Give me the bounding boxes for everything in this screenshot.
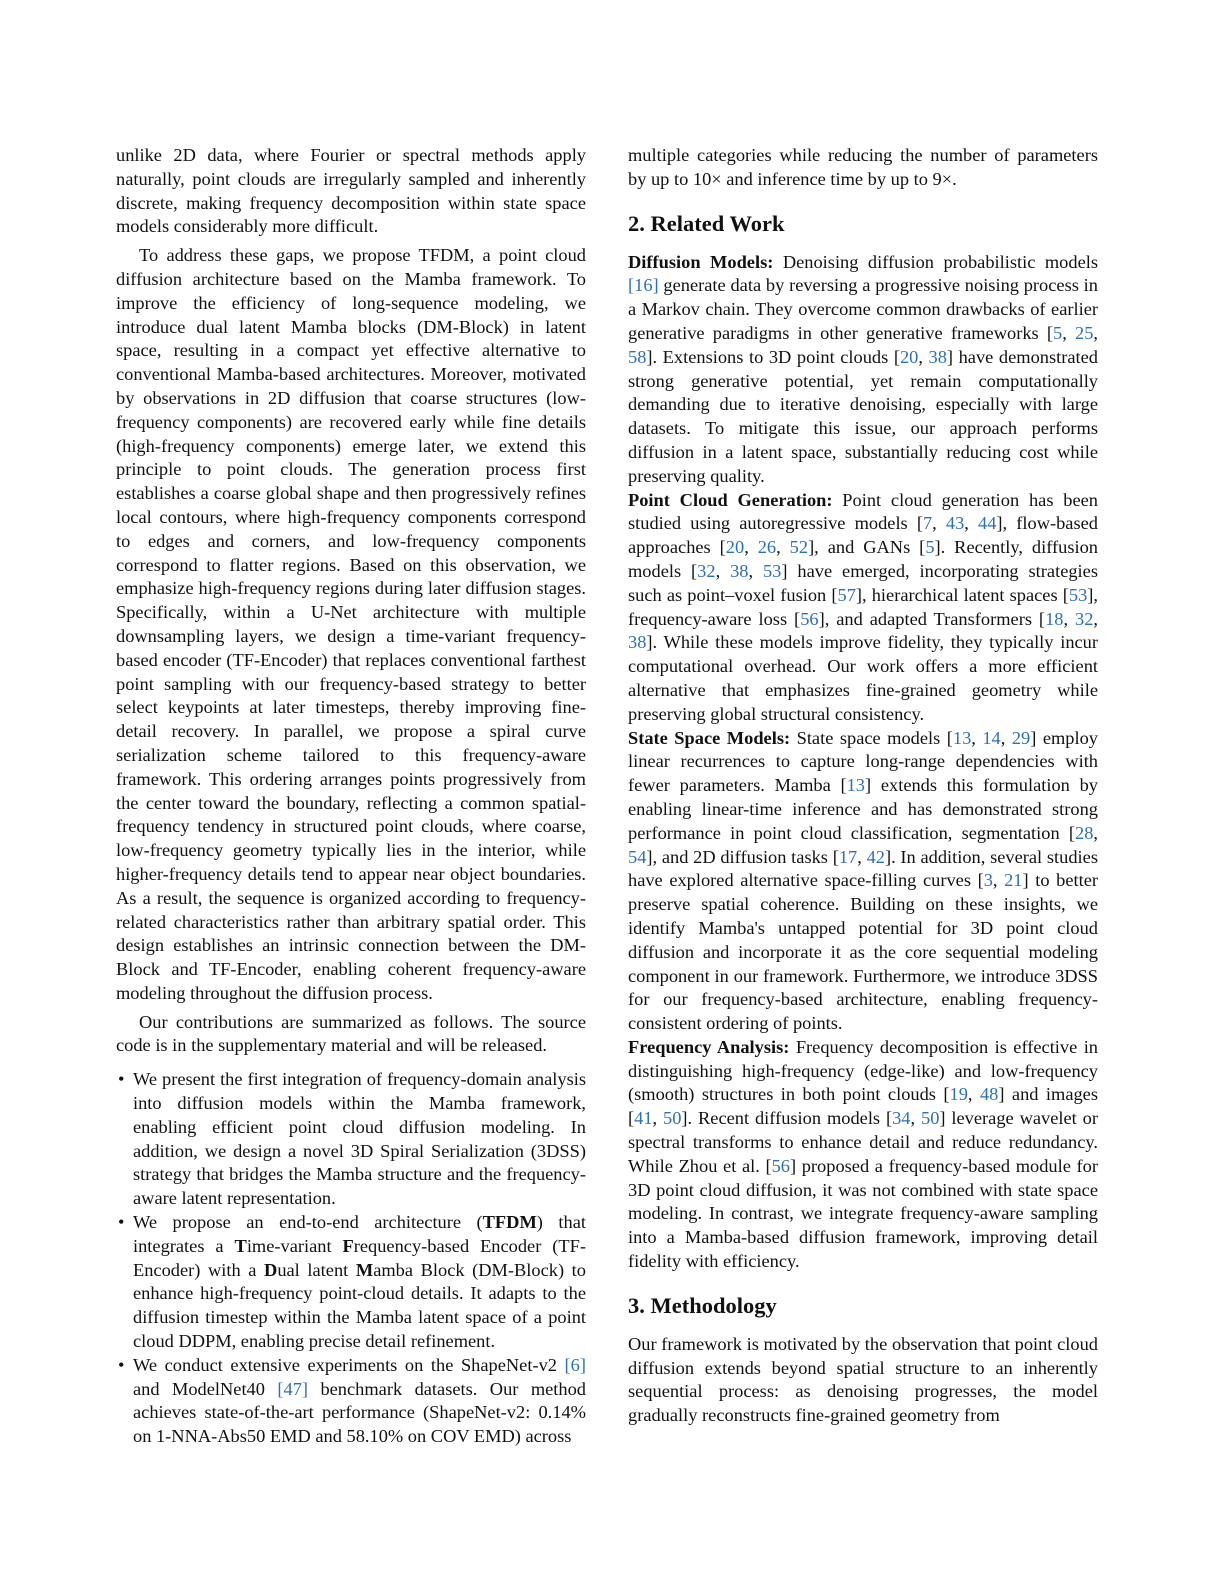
citation-link[interactable]: [47] [277, 1378, 309, 1399]
citation-link[interactable]: 14 [982, 727, 1001, 748]
paragraph-frequency-analysis: Frequency Analysis: Frequency decomposition is effective in distinguishing high-frequency (edge-like) and low-frequency (smooth) structures in both point clouds [19, 48] and images [41, 50]. Recent diffusion models [34, 50] leverage wavelet or spectral transforms to enhance detail and reduce redundancy. While Zhou et al. [56] proposed a frequency-based module for 3D point cloud diffusion, it was not combined with state space modeling. In contrast, we integrate frequency-aware sampling into a Mamba-based diffusion framework, improving detail fidelity with efficiency. [628, 1036, 1098, 1272]
section-heading-related-work: 2. Related Work [628, 210, 785, 236]
citation-link[interactable]: 43 [945, 513, 965, 534]
citation-link[interactable]: 54 [628, 846, 647, 867]
citation-link[interactable]: 56 [800, 608, 819, 629]
paragraph-contributions-intro: Our contributions are summarized as follows. The source code is in the supplementary material and will be released. [116, 1011, 586, 1056]
citation-link[interactable]: 53 [1068, 584, 1088, 605]
run-in-heading: Diffusion Models: [628, 251, 774, 272]
citation-link[interactable]: 50 [663, 1108, 682, 1129]
citation-link[interactable]: [16] [628, 275, 659, 296]
citation-link[interactable]: 44 [978, 513, 997, 534]
citation-link[interactable]: 48 [979, 1084, 999, 1105]
citation-link[interactable]: 29 [1011, 727, 1031, 748]
citation-link[interactable]: 38 [730, 560, 749, 581]
left-column [116, 144, 586, 1449]
citation-link[interactable]: 19 [949, 1084, 968, 1105]
paragraph-point-cloud-generation: Point Cloud Generation: Point cloud generation has been studied using autoregressive models [7, 43, 44], flow-based approaches [20, 26, 52], and GANs [5]. Recently, diffusion models [32, 38, 53] have emerged, incorporating strategies such as point–voxel fusion [57], hierarchical latent spaces [53], frequency-aware loss [56], and adapted Transformers [18, 32, 38]. While these models improve fidelity, they typically incur computational overhead. Our work offers a more efficient alternative that emphasizes fine-grained geometry while preserving global structural consistency. [628, 489, 1099, 724]
citation-link[interactable]: 25 [1075, 322, 1094, 343]
paragraph-approach: To address these gaps, we propose TFDM, a point cloud diffusion architecture based on the Mamba framework. To improve the efficiency of long-sequence modeling, we introduce dual latent Mamba blocks (DM-Block) in latent space, resulting in a compact yet effective alternative to conventional Mamba-based architectures. Moreover, motivated by observations in 2D diffusion that coarse structures (low-frequency components) are recovered early while fine details (high-frequency components) emerge later, we extend this principle to point clouds. The generation process first establishes a coarse global shape and then progressively refines local contours, where high-frequency components correspond to edges and corners, and low-frequency components correspond to flatter regions. Based on this observation, we emphasize high-frequency regions during later diffusion stages. Specifically, within a U-Net architecture with multiple downsampling layers, we design a time-variant frequency-based encoder (TF-Encoder) that replaces conventional farthest point sampling with our frequency-based strategy to better select keypoints at later timesteps, thereby improving fine-detail recovery. In parallel, we propose a spiral curve serialization scheme tailored to this frequency-aware framework. This ordering arranges points progressively from the center toward the boundary, reflecting a common spatial-frequency tendency in structured point clouds, where coarse, low-frequency geometry typically lies in the interior, while higher-frequency details tend to appear near object boundaries. As a result, the sequence is organized according to frequency-related characteristics rather than arbitrary spatial order. This design establishes an intrinsic connection between the DM-Block and TF-Encoder, enabling coherent frequency-aware modeling throughout the diffusion process. [116, 245, 586, 1003]
contributions-list [116, 1068, 586, 1449]
citation-link[interactable]: 53 [762, 560, 782, 581]
citation-link[interactable]: 32 [1075, 608, 1094, 629]
citation-link[interactable]: 56 [771, 1155, 790, 1176]
citation-link[interactable]: 13 [846, 775, 865, 796]
citation-link[interactable]: 50 [921, 1108, 940, 1129]
citation-link[interactable]: 32 [697, 560, 716, 581]
citation-link[interactable]: 28 [1075, 822, 1094, 843]
citation-link[interactable]: 26 [757, 537, 777, 558]
citation-link[interactable]: 42 [866, 846, 885, 867]
contribution-item: • We conduct extensive experiments on the ShapeNet-v2 [6] and ModelNet40 [47] benchmark datasets. Our method achieves state-of-the-art performance (ShapeNet-v2: 0.14% on 1-NNA-Abs50 EMD and 58.10% on COV EMD) across [116, 1354, 586, 1449]
citation-link[interactable]: 57 [837, 584, 856, 605]
paragraph-intro-continued: unlike 2D data, where Fourier or spectral methods apply naturally, point clouds are irregularly sampled and inherently discrete, making frequency decomposition within state space models considerably more difficult. [116, 145, 586, 237]
section-heading-methodology: 3. Methodology [628, 1292, 777, 1318]
citation-link[interactable]: 18 [1045, 608, 1064, 629]
citation-link[interactable]: 34 [892, 1108, 911, 1129]
contribution-item: • We present the first integration of frequency-domain analysis into diffusion models within the Mamba framework, enabling efficient point cloud diffusion modeling. In addition, we design a novel 3D Spiral Serialization (3DSS) strategy that bridges the Mamba structure and the frequency-aware latent representation. [116, 1068, 586, 1211]
citation-link[interactable]: [6] [564, 1354, 586, 1375]
citation-link[interactable]: 20 [725, 537, 745, 558]
paragraph-state-space-models: State Space Models: State space models [13, 14, 29] employ linear recurrences to capture long-range dependencies with fewer parameters. Mamba [13] extends this formulation by enabling linear-time inference and has demonstrated strong performance in point cloud classification, segmentation [28, 54], and 2D diffusion tasks [17, 42]. In addition, several studies have explored alternative space-filling curves [3, 21] to better preserve spatial coherence. Building on these insights, we identify Mamba's untapped potential for 3D point cloud diffusion and incorporate it as the core sequential modeling component in our framework. Furthermore, we introduce 3DSS for our frequency-based architecture, enabling frequency-consistent ordering of points. [628, 727, 1098, 1034]
right-column [628, 144, 1098, 1428]
citation-link[interactable]: 52 [789, 537, 809, 558]
citation-link[interactable]: 5 [925, 537, 935, 558]
citation-link[interactable]: 38 [628, 632, 647, 653]
citation-link[interactable]: 38 [928, 346, 947, 367]
citation-link[interactable]: 17 [838, 846, 858, 867]
citation-link[interactable]: 41 [634, 1108, 653, 1129]
citation-link[interactable]: 5 [1053, 322, 1063, 343]
citation-link[interactable]: 3 [983, 870, 993, 891]
citation-link[interactable]: 7 [922, 513, 933, 534]
citation-link[interactable]: 58 [628, 346, 647, 367]
paragraph-diffusion-models: Diffusion Models: Denoising diffusion probabilistic models [16] generate data by reversing a progressive noising process in a Markov chain. They overcome common drawbacks of earlier generative paradigms in other generative frameworks [5, 25, 58]. Extensions to 3D point clouds [20, 38] have demonstrated strong generative potential, yet remain computationally demanding due to iterative denoising, especially with large datasets. To mitigate this issue, our approach performs diffusion in a latent space, substantially reducing cost while preserving quality. [628, 251, 1098, 486]
citation-link[interactable]: 21 [1004, 870, 1023, 891]
citation-link[interactable]: 20 [899, 346, 919, 367]
run-in-heading: State Space Models: [628, 727, 791, 748]
paragraph-contribution-continued: multiple categories while reducing the number of parameters by up to 10× and inference time by up to 9×. [628, 145, 1098, 189]
citation-link[interactable]: 13 [952, 727, 972, 748]
paragraph-methodology: Our framework is motivated by the observation that point cloud diffusion extends beyond spatial structure to an inherently sequential process: as denoising progresses, the model gradually reconstructs fine-grained geometry from [628, 1333, 1098, 1426]
run-in-heading: Point Cloud Generation: [628, 489, 833, 510]
run-in-heading: Frequency Analysis: [628, 1036, 790, 1057]
contribution-item: • We propose an end-to-end architecture (TFDM) that integrates a Time-variant Frequency-based Encoder (TF-Encoder) with a Dual latent Mamba Block (DM-Block) to enhance high-frequency point-cloud details. It adapts to the diffusion timestep within the Mamba latent space of a point cloud DDPM, enabling precise detail refinement. [116, 1211, 586, 1354]
